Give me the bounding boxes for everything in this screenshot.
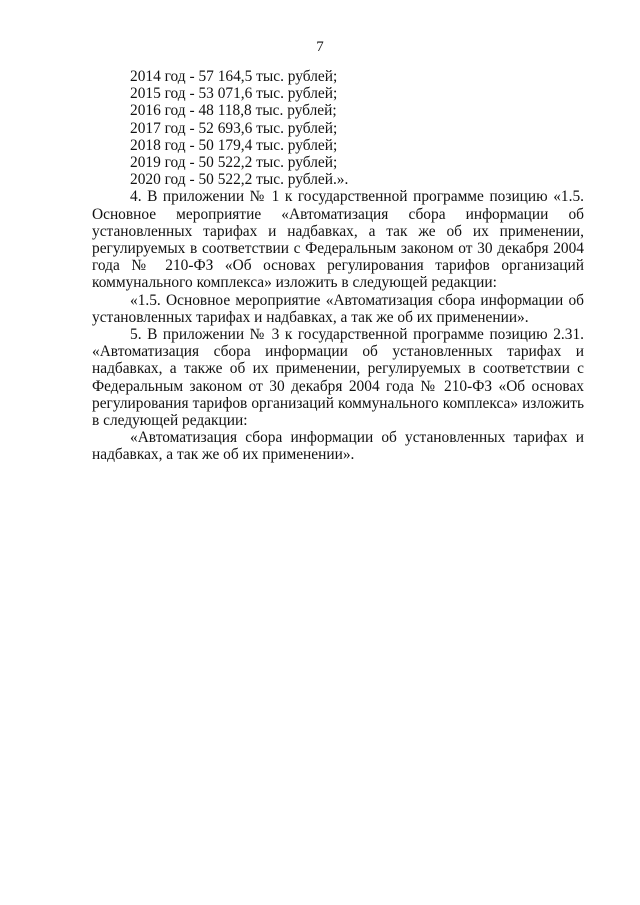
paragraph-item-5-new-text: «Автоматизация сбора информации об установленных тарифах и надбавках, а так же об их применении». [92,429,584,464]
funding-line-2015: 2015 год - 53 071,6 тыс. рублей; [130,85,338,103]
paragraph-item-5: 5. В приложении № 3 к государственной программе позицию 2.31. «Автоматизация сбора информации об установленных тарифах и надбавках, а также об их применении, регулируемых в соответствии с Федеральным законом от 30 декабря 2004 года № 210-ФЗ «Об основах регулирования тарифов организаций коммунального комплекса» изложить в следующей редакции: [92,326,584,430]
paragraph-item-4: 4. В приложении № 1 к государственной программе позицию «1.5. Основное мероприятие «Автоматизация сбора информации об установленных тарифах и надбавках, а так же об их применении, регулируемых в соответствии с Федеральным законом от 30 декабря 2004 года № 210-ФЗ «Об основах регулирования тарифов организаций коммунального комплекса» изложить в следующей редакции: [92,188,584,292]
funding-line-2018: 2018 год - 50 179,4 тыс. рублей; [130,136,338,154]
funding-line-2014: 2014 год - 57 164,5 тыс. рублей; [130,68,338,85]
funding-line-2017: 2017 год - 52 693,6 тыс. рублей; [130,119,338,137]
paragraph-item-4-new-text: «1.5. Основное мероприятие «Автоматизация сбора информации об установленных тарифах и надбавках, а так же об их применении». [92,291,584,326]
document-body [92,68,584,464]
funding-line-2020: 2020 год - 50 522,2 тыс. рублей.». [130,171,349,189]
funding-line-2016: 2016 год - 48 118,8 тыс. рублей; [130,102,337,120]
funding-line-2019: 2019 год - 50 522,2 тыс. рублей; [130,154,338,172]
page-number: 7 [316,39,324,55]
